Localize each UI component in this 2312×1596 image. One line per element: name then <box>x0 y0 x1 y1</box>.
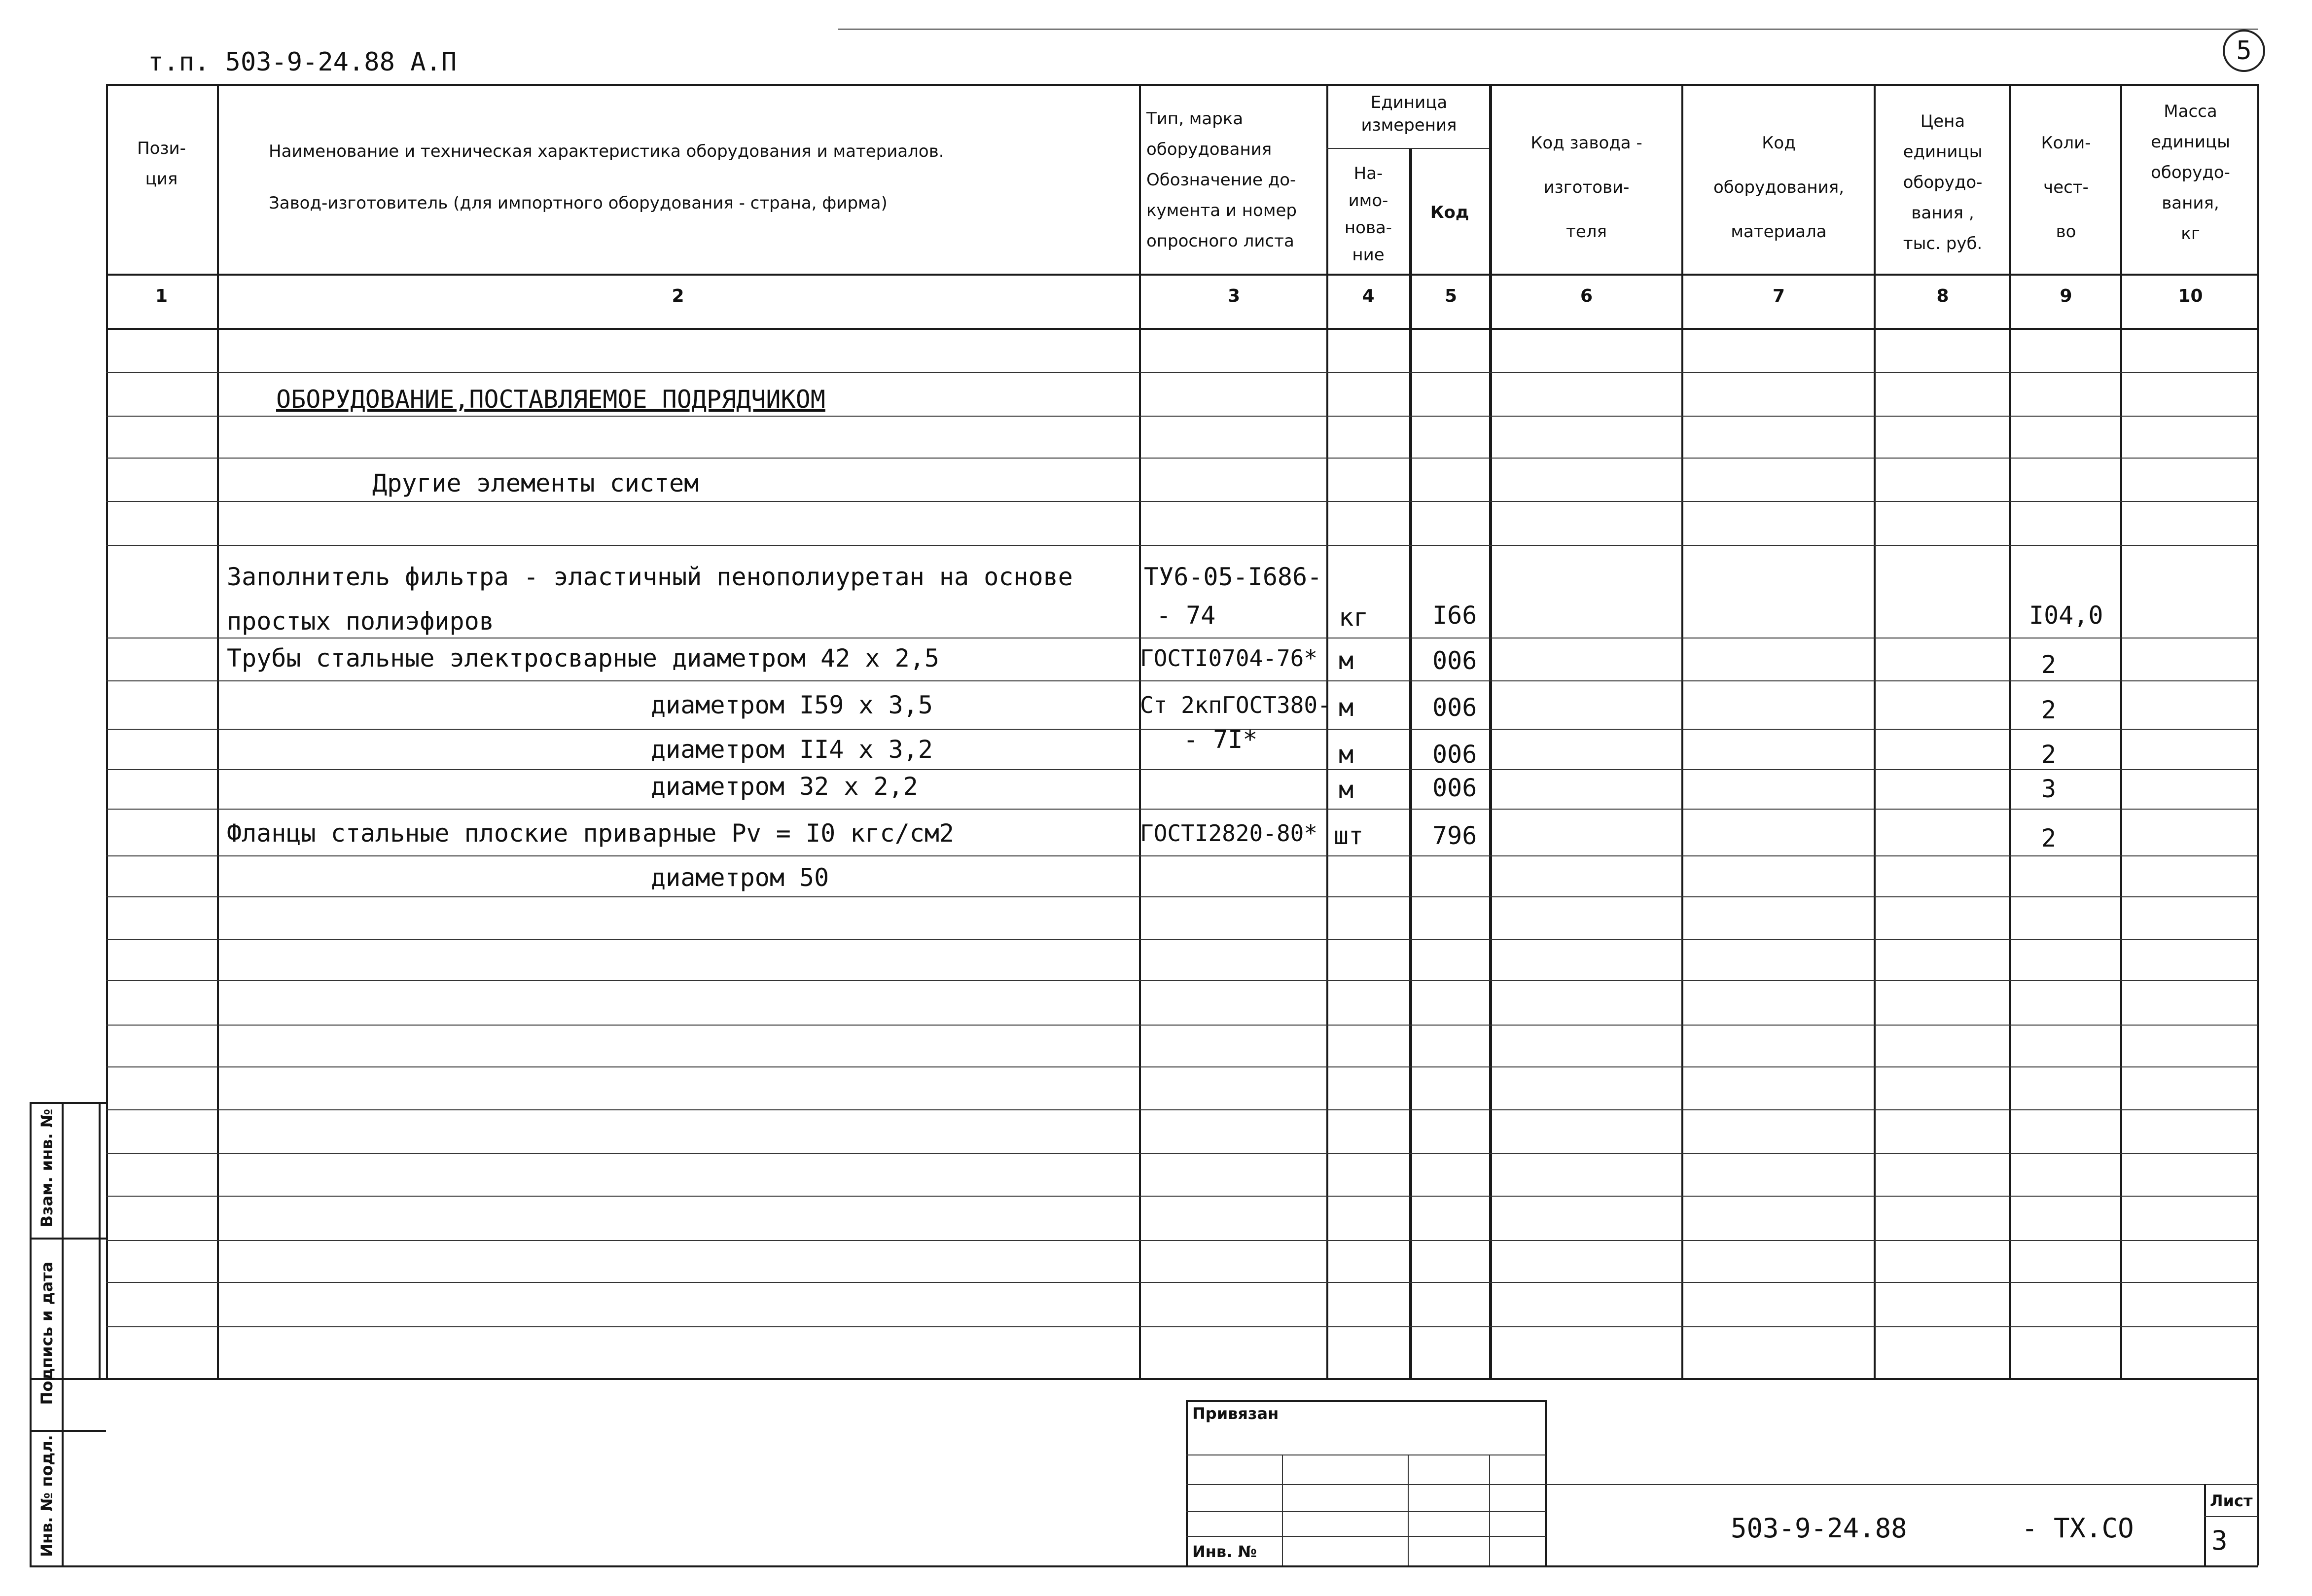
side-label-replacement: Взам. инв. № <box>37 1108 56 1228</box>
header-manufacturer-code: Код завода - изготови- теля <box>1530 133 1642 242</box>
header-unit-code: Код <box>1430 203 1469 222</box>
header-type: Тип, марка оборудования Обозначение до- кумента и номер опросного листа <box>1146 109 1297 251</box>
header-mass: Масса единицы оборудо- вания, кг <box>2151 102 2230 244</box>
header-name: Наименование и техническая характеристика оборудования и материалов. Завод-изготовитель (для импортного оборудования - страна, фирма) <box>269 142 944 213</box>
header-quantity: Коли- чест- во <box>2041 133 2091 242</box>
item-quantity: 2 <box>2041 696 2057 724</box>
item-name: диаметром I59 x 3,5 <box>651 691 933 719</box>
item-name: простых полиэфиров <box>227 607 494 636</box>
item-quantity: 3 <box>2041 775 2057 803</box>
header-unit-name: На- имо- нова- ние <box>1344 164 1392 265</box>
item-quantity: 2 <box>2041 824 2057 852</box>
item-name: Фланцы стальные плоские приварные Pv = I0 кгс/см2 <box>227 819 955 848</box>
header-equipment-code: Код оборудования, материала <box>1713 133 1845 242</box>
item-unit-code: 796 <box>1432 821 1477 850</box>
column-number: 8 <box>1936 286 1949 306</box>
item-doc-code: ТУ6-05-I686- <box>1144 563 1322 591</box>
item-unit: кг <box>1339 603 1369 632</box>
column-number: 3 <box>1227 286 1241 306</box>
side-label-inventory: Инв. № подл. <box>37 1435 56 1557</box>
item-unit: м <box>1339 693 1354 722</box>
item-unit-code: 006 <box>1432 740 1477 769</box>
column-number: 1 <box>155 286 168 306</box>
item-name: диаметром II4 x 3,2 <box>651 735 933 764</box>
item-unit: м <box>1339 740 1354 769</box>
item-unit-code: I66 <box>1432 601 1477 630</box>
item-name: Заполнитель фильтра - эластичный пенополиуретан на основе <box>227 563 1073 591</box>
page-circle <box>2223 30 2265 72</box>
item-unit: шт <box>1334 821 1364 850</box>
document-number: 503-9-24.88 <box>1731 1513 1907 1544</box>
item-unit: м <box>1339 646 1354 675</box>
item-doc-code: ГОСТI2820-80* <box>1140 820 1318 847</box>
item-unit-code: 006 <box>1432 646 1477 675</box>
item-doc-code: Ст 2кпГОСТ380- <box>1140 692 1331 718</box>
side-label-signature: Подпись и дата <box>37 1261 56 1405</box>
item-name: Трубы стальные электросварные диаметром 42 x 2,5 <box>227 644 939 673</box>
item-unit-code: 006 <box>1432 693 1477 722</box>
column-number: 2 <box>672 286 684 306</box>
column-number: 4 <box>1362 286 1375 306</box>
document-suffix: - ТХ.СО <box>2022 1513 2134 1544</box>
sheet-number: 3 <box>2211 1525 2228 1556</box>
subsection-title: Другие элементы систем <box>372 469 699 497</box>
item-name: диаметром 32 x 2,2 <box>651 772 918 801</box>
header-unit: Единица измерения <box>1361 93 1457 135</box>
item-doc-code: ГОСТI0704-76* <box>1140 645 1318 672</box>
stamp-bound: Привязан <box>1192 1404 1279 1423</box>
column-number: 5 <box>1444 286 1458 306</box>
column-number: 6 <box>1580 286 1593 306</box>
column-number: 10 <box>2178 286 2203 306</box>
stamp-inventory: Инв. № <box>1192 1542 1257 1561</box>
item-unit-code: 006 <box>1432 774 1477 802</box>
item-name: диаметром 50 <box>651 863 829 892</box>
header-price: Цена единицы оборудо- вания , тыс. руб. <box>1903 111 1983 253</box>
item-doc-code: - 74 <box>1156 601 1216 630</box>
sheet-label: Лист <box>2210 1491 2253 1510</box>
item-quantity: 2 <box>2041 740 2057 769</box>
section-title: ОБОРУДОВАНИЕ,ПОСТАВЛЯЕМОЕ ПОДРЯДЧИКОМ <box>276 385 825 414</box>
item-doc-code: - 7I* <box>1183 725 1258 754</box>
column-number: 9 <box>2060 286 2072 306</box>
page-circle-number: 5 <box>2236 36 2252 66</box>
item-unit: м <box>1339 776 1354 804</box>
column-number: 7 <box>1772 286 1785 306</box>
item-quantity: I04,0 <box>2029 601 2103 630</box>
header-position: Пози- ция <box>137 139 186 189</box>
document-reference: т.п. 503-9-24.88 А.П <box>148 47 457 77</box>
item-quantity: 2 <box>2041 650 2057 679</box>
